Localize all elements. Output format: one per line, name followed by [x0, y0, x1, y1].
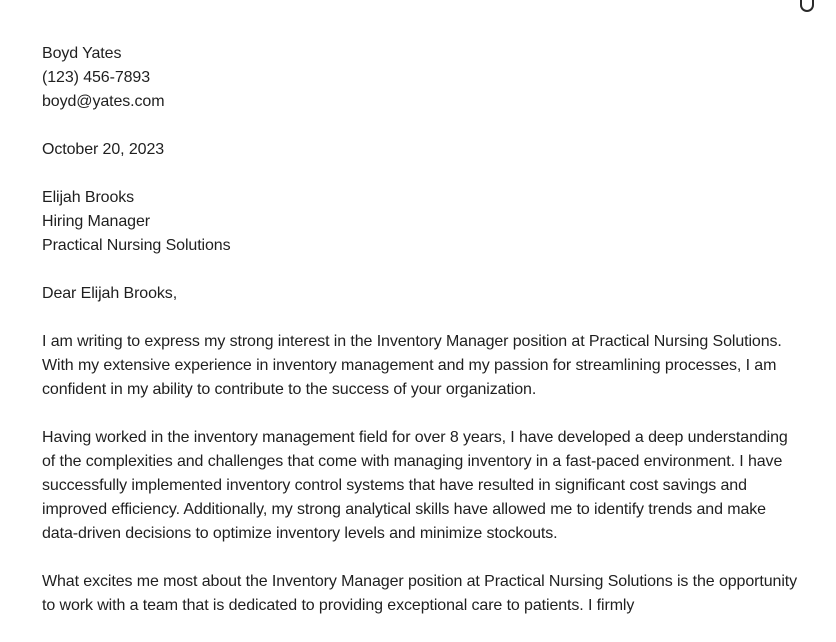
recipient-name: Elijah Brooks: [42, 189, 135, 206]
letter-date: October 20, 2023: [42, 141, 165, 158]
cover-letter: [42, 42, 802, 642]
sender-email: boyd@yates.com: [42, 93, 165, 110]
date-block: [42, 138, 802, 162]
cursor-icon: [800, 0, 814, 12]
sender-block: [42, 42, 802, 114]
recipient-company: Practical Nursing Solutions: [42, 237, 231, 254]
sender-phone: (123) 456-7893: [42, 69, 151, 86]
body-paragraph-experience: Having worked in the inventory management field for over 8 years, I have developed a deep understanding of the complexities and challenges that come with managing inventory in a fast-paced environment. I have successfully implemented inventory control systems that have resulted in significant cost savings and improved efficiency. Additionally, my strong analytical skills have allowed me to identify trends and make data-driven decisions to optimize inventory levels and minimize stockouts.: [42, 429, 788, 542]
body-paragraph-motivation: What excites me most about the Inventory Manager position at Practical Nursing Solutions is the opportunity to work with a team that is dedicated to providing exceptional care to patients. I firmly: [42, 573, 798, 614]
body-paragraph-intro: I am writing to express my strong interest in the Inventory Manager position at Practical Nursing Solutions. With my extensive experience in inventory management and my passion for streamlining processes, I am confident in my ability to contribute to the success of your organization.: [42, 333, 782, 398]
salutation-block: [42, 282, 802, 306]
salutation: Dear Elijah Brooks,: [42, 285, 178, 302]
recipient-title: Hiring Manager: [42, 213, 150, 230]
sender-name: Boyd Yates: [42, 45, 122, 62]
recipient-block: [42, 186, 802, 258]
